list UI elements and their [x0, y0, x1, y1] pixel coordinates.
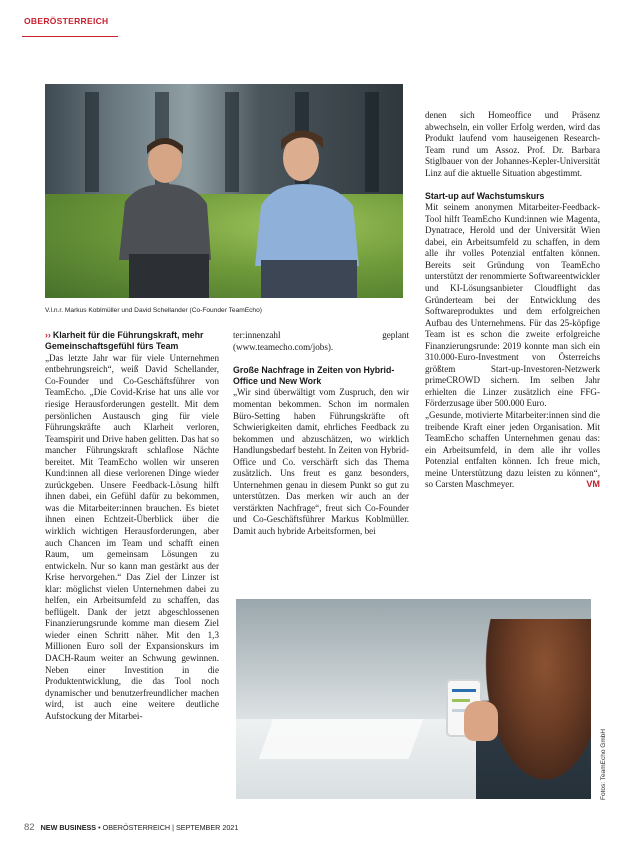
paragraph-gap — [425, 179, 600, 191]
footer-separator: • — [98, 823, 101, 832]
section-header: OBERÖSTERREICH — [24, 16, 109, 26]
article-paragraph: denen sich Homeoffice und Präsenz abwechseln, ein voller Erfolg werden, wird das Produkt laufend vom hauseigenen Research-Team rund um Assoz. Prof. Dr. Barbara Stiglbauer von der Johannes-Kepler-Universität Linz auf die aktuelle Situation abgestimmt. — [425, 110, 600, 178]
page-footer — [24, 822, 238, 833]
subheading-leadership — [45, 330, 219, 353]
subheading-growth: Start-up auf Wachstumskurs — [425, 190, 545, 201]
heading-arrows-icon: ›› — [45, 330, 51, 340]
page-number: 82 — [24, 822, 35, 833]
footer-region: OBERÖSTERREICH — [102, 823, 171, 832]
article-paragraph: Mit seinem anonymen Mitarbeiter-Feedback-Tool hilft TeamEcho Kund:innen wie Magenta, Dynatrace, Herold und der Universität Wien dabei, ein Arbeitsumfeld zu schaffen, in dem alle ihr volles Potenzial entfalten können. Bereits seit Gründung von TeamEcho unterstützt der renommierte Softwareentwickler und KI-Lösungsanbieter Cloudflight das Gründerteam bei der Entwicklung des Softwareproduktes und dem erfolgreichen Aufbau des Unternehmens. Für das 25-köpfige Team ist es schon die zweite erfolgreiche Finanzierungsrunde: 2019 konnte man sich ein 310.000-Euro-Investment von Österreichs größtem Start-up-Investoren-Netzwerk primeCROWD sichern. Im selben Jahr erhielten die Linzer zusätzlich eine FFG-Förderzusage über 500.000 Euro. — [425, 202, 600, 409]
author-signature: VM — [586, 479, 600, 490]
photo-window — [225, 92, 239, 192]
photo-papers — [259, 719, 424, 759]
phone-screen-bar — [452, 699, 470, 702]
paragraph-gap — [233, 353, 409, 365]
article-column-2 — [233, 330, 409, 538]
article-paragraph: „Wir sind überwältigt vom Zuspruch, den wir momentan bekommen. Schon im normalen Büro-Setting haben Führungskräfte oft Schwierigkeiten damit, ehrliches Feedback zu bekommen und abzuschätzen, wo wirklich Handlungsbedarf besteht. In Zeiten von Hybrid-Office und Co. verschärft sich das Thema zusätzlich. Uns freut es ganz besonders, Unternehmen genau in diesem Punkt so gut zu unterstützen. Das merken wir auch an der verstärkten Nachfrage“, freut sich Co-Founder und Co-Geschäftsführer Markus Koblmüller. Damit auch hybride Arbeitsformen, bei — [233, 387, 409, 536]
footer-separator: | — [172, 823, 174, 832]
footer-issue: SEPTEMBER 2021 — [176, 823, 239, 832]
article-paragraph: „Das letzte Jahr war für viele Unternehmen entbehrungsreich“, weiß David Schellander, Co-Founder und Co-Geschäftsführer von TeamEcho. „Die Covid-Krise hat uns alle vor riesige Herausforderungen gestellt. Mit dem persönlichen Austausch ging für viele Führungskräfte auch Klarheit verloren, Teamspirit und Drive haben gelitten. Das hat so mancher Führungskraft schlaflose Nächte bereitet. Mit TeamEcho wollen wir unseren Kund:innen all diese verlorenen Dinge wieder zurückgeben. Unsere Feedback-Lösung hilft ihnen dabei, ein Gefühl dafür zu bekommen, was die Mitarbeiter:innen brauchen. Es bietet ihnen einen Echtzeit-Überblick über die wirklich wichtigen Herausforderungen, aber auch Chancen im Team und schafft einen Raum, um gemeinsam Lösungen zu entwickeln. Nur so kann man gestärkt aus der Krise hervorgehen.“ Das Ziel der Linzer ist klar: möglichst vielen Unternehmen dabei zu helfen, ein Arbeitsumfeld zu schaffen, das beflügelt. Dank der jetzt abgeschlossenen Finanzierungsrunde komme man diesem Ziel wieder einen Schritt näher. Mit den 1,3 Millionen Euro soll der Expansionskurs im DACH-Raum weiter an Schwung gewinnen. Neben einer Investition in die Produktentwicklung, die das Tool noch dynamischer und benutzerfreundlicher machen wird, ist auch eine weitere deutliche Aufstockung der Mitarbei- — [45, 352, 219, 721]
person-right-figure — [241, 126, 377, 298]
photo-credit: Fotos: TeamEcho GmbH — [600, 728, 607, 800]
header-rule — [22, 36, 118, 37]
photo-hand — [464, 701, 498, 741]
article-paragraph: ter:innenzahl geplant (www.teamecho.com/jobs). — [233, 330, 409, 352]
phone-screen-bar — [452, 689, 476, 692]
subheading-text: Klarheit für die Führungskraft, mehr Gemeinschaftsgefühl fürs Team — [45, 330, 204, 352]
article-column-3 — [425, 110, 600, 491]
magazine-name: NEW BUSINESS — [40, 823, 97, 832]
subheading-demand: Große Nachfrage in Zeiten von Hybrid-Office und New Work — [233, 364, 395, 386]
quote-text: „Gesunde, motivierte Mitarbeiter:innen sind die treibende Kraft einer jeden Organisation. Mit TeamEcho schaffen Unternehmen genau das: ein Arbeitsumfeld, in dem alle ihr volles Potenzial entfalten können. Ich freue mich, meine Unterstützung dazu leisten zu können“, so Carsten Maschmeyer. — [425, 410, 600, 490]
phone-app-photo — [236, 599, 591, 799]
founders-photo — [45, 84, 403, 298]
article-paragraph — [425, 410, 600, 491]
person-left-figure — [107, 132, 217, 298]
photo-window — [85, 92, 99, 192]
photo-caption: V.l.n.r. Markus Koblmüller und David Schellander (Co-Founder TeamEcho) — [45, 307, 262, 314]
article-column-1 — [45, 330, 219, 722]
